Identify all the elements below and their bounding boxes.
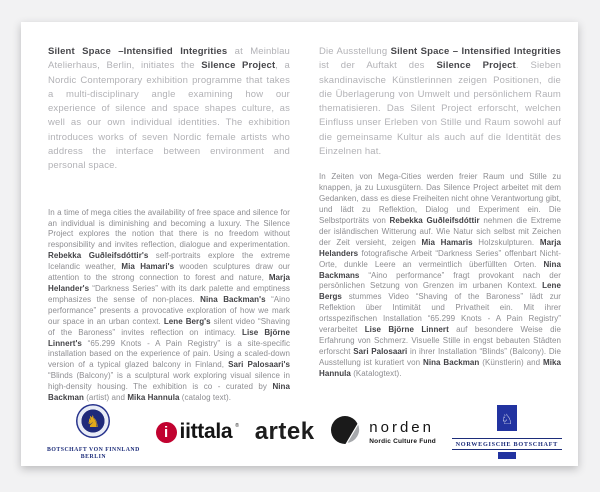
norway-coat-of-arms-icon bbox=[497, 405, 517, 436]
english-body-paragraph: In a time of mega cities the availability of free space and silence for an individual is diminishing and becoming a luxury. The Silence Project explores the notion that there is no freedom without responsibility and invites reflection, dialogue and experimentation. Rebekka Guðleifsdóttir's self-portraits explore the extreme Icelandic weather, Mia Hamari's wooden sculptures draw our attention to the strong connection to forest and nature, Marja Helander's “Darkness Series” with its dark palette and emptiness emphasizes the sense of non-places. Nina Backman's “Aino performance” presents a provocative exploration of how we mark our space in an urban context. Lene Berg's silent video “Shaving of the Baroness” invites reflection on intimacy. Lise Björne Linnert's “65.299 Knots - A Pain Registry” is a site-specific installation based on the experience of pain. Using a scaled-down version of a typical glazed balcony in Finland, Sari Palosaari's “Blinds (Balcony)” is a sculptural work exploring visual silence in high-density housing. The exhibition is co - curated by Nina Backman (artist) and Mika Hannula (catalog text). bbox=[48, 207, 290, 403]
iittala-logo bbox=[156, 420, 239, 444]
finland-embassy-logo bbox=[47, 403, 140, 462]
norden-text-block bbox=[369, 420, 436, 445]
registered-trademark-icon: ® bbox=[235, 423, 239, 429]
german-intro-paragraph: Die Ausstellung Silent Space – Intensified Integrities ist der Auftakt des Silence Project. Sieben skandinavische Künstlerinnen zeigen Positionen, die die Überlagerung von Umwelt und persönlichem Raum thematisieren. Das Silent Project erforscht, welchen Einfluss unser Erleben von Stille und Raum sowohl auf die gemeinsame Kultur als auch auf die Identität des Einzelnen hat. bbox=[319, 46, 562, 158]
finland-embassy-label: BOTSCHAFT VON FINNLAND BERLIN bbox=[47, 446, 140, 460]
norway-blue-bar bbox=[498, 452, 516, 459]
svg-text:♘: ♘ bbox=[500, 412, 514, 428]
norden-wordmark: norden bbox=[369, 418, 434, 436]
text-columns bbox=[21, 22, 578, 404]
german-body-paragraph: In Zeiten von Mega-Cities werden freier Raum und Stille zu knappen, ja zu Luxusgütern. Das Silence Project arbeitet mit dem Gedanken, dass es diese Freiheiten nicht ohne Verantwortung gibt, und lädt zu Reflektion, Dialog und Experiment ein. Die Selbstporträts von Rebekka Guðleifsdóttir nehmen die Extreme der isländischen Witterung auf. Wie Natur sich selbst mit Zeichen der Zeit versieht, zeigen Mia Hamaris Holzskulpturen. Marja Helanders fotografische Arbeit “Darkness Series” offenbart Nicht-Orte, dunkle Leere an vermeintlich überfüllten Orten. Nina Backmans “Aino performance” fragt provokant nach der persönlichen Setzung von Grenzen im urbanen Kontext. Lene Bergs stummes Video “Shaving of the Baroness” lädt zur Reflektion über Intimität und Privatheit ein. Mit ihrer ortsspezifischen Installation “65.299 Knots - A Pain Registry” verarbeitet Lise Björne Linnert auf besondere Weise die Erfahrung von Schmerz. Visuelle Stille in engst bebauten Städten erforscht Sari Palosaari in ihrer Installation “Blinds” (Balcony). Die Ausstellung ist kuratiert von Nina Backman (Künstlerin) and Mika Hannula (Katalogtext). bbox=[319, 172, 562, 378]
finland-embassy-seal-icon bbox=[75, 403, 111, 444]
flyer-card bbox=[21, 22, 578, 466]
sponsor-logos-row bbox=[47, 396, 562, 468]
norden-logo bbox=[330, 415, 436, 450]
norden-circle-icon bbox=[330, 415, 360, 450]
artek-wordmark: artek bbox=[254, 418, 315, 445]
english-column bbox=[48, 45, 290, 404]
norway-embassy-logo bbox=[452, 405, 562, 459]
artek-logo bbox=[255, 418, 315, 446]
iittala-wordmark: iittala bbox=[179, 420, 233, 443]
german-column bbox=[319, 45, 561, 404]
norden-subtitle: Nordic Culture Fund bbox=[369, 437, 436, 445]
norway-embassy-label: NORWEGISCHE BOTSCHAFT bbox=[452, 438, 562, 450]
svg-text:♞: ♞ bbox=[86, 411, 101, 431]
english-intro-paragraph: Silent Space –Intensified Integrities at Meinblau Atelierhaus, Berlin, initiates the Silence Project, a Nordic Contemporary exhibition programme that takes a multi-disciplinary angle examining how our experience of silence and space shapes culture, as well as our own individual identities. The exhibition introduces works of seven Nordic female artists who address the interface between environment and personal space. bbox=[48, 46, 290, 172]
iittala-dot-icon: i bbox=[156, 422, 177, 443]
